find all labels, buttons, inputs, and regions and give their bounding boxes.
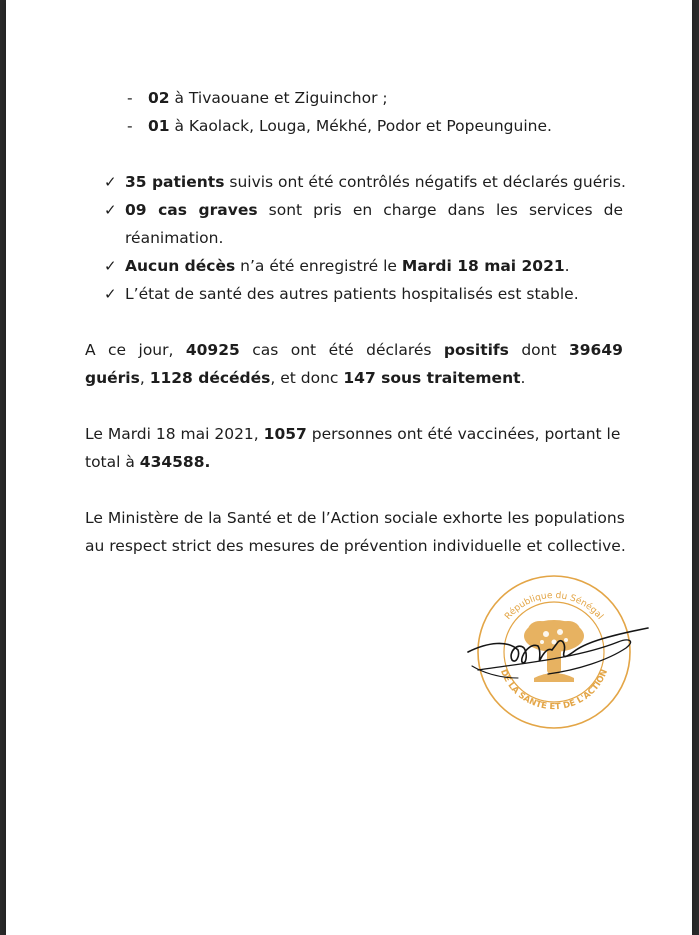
- checklist-item-severe-line2: réanimation.: [125, 229, 224, 247]
- checkmark-icon: ✓: [104, 173, 117, 191]
- checkmark-icon: ✓: [104, 285, 117, 303]
- stamp-bottom-text: DE LA SANTÉ ET DE L'ACTION: [497, 668, 611, 713]
- vaccination-line1: Le Mardi 18 mai 2021, 1057 personnes ont été vaccinées, portant le: [85, 425, 621, 443]
- ministry-appeal-line2: au respect strict des mesures de prévention individuelle et collective.: [85, 537, 626, 555]
- checklist-item-stable: L’état de santé des autres patients hospitalisés est stable.: [125, 285, 579, 303]
- list-dash: -: [127, 89, 133, 107]
- stamp-top-text: République du Sénégal: [503, 590, 605, 622]
- checkmark-icon: ✓: [104, 257, 117, 275]
- document-page: [6, 0, 692, 935]
- ministry-appeal-line1: Le Ministère de la Santé et de l’Action sociale exhorte les populations: [85, 509, 625, 527]
- regional-list-item: 01 à Kaolack, Louga, Mékhé, Podor et Popeunguine.: [148, 117, 552, 135]
- signature: [458, 612, 668, 692]
- checklist-item-severe-line1: 09 cas graves sont pris en charge dans les services de: [125, 201, 623, 219]
- vaccination-line2: total à 434588.: [85, 453, 211, 471]
- summary-line1: A ce jour, 40925 cas ont été déclarés positifs dont 39649: [85, 341, 623, 359]
- checkmark-icon: ✓: [104, 201, 117, 219]
- checklist-item-deaths: Aucun décès n’a été enregistré le Mardi 18 mai 2021.: [125, 257, 570, 275]
- checklist-item-recovered: 35 patients suivis ont été contrôlés négatifs et déclarés guéris.: [125, 173, 626, 191]
- summary-line2: guéris, 1128 décédés, et donc 147 sous traitement.: [85, 369, 526, 387]
- list-dash: -: [127, 117, 133, 135]
- regional-list-item: 02 à Tivaouane et Ziguinchor ;: [148, 89, 388, 107]
